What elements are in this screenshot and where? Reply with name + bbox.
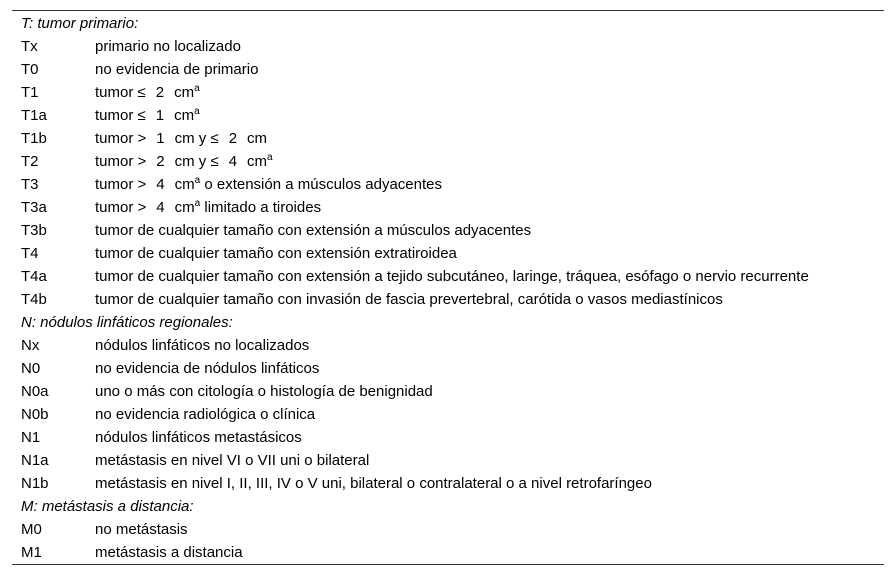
description-text: 1 bbox=[156, 130, 165, 147]
stage-code: T0 bbox=[21, 61, 39, 78]
stage-code: N1 bbox=[21, 429, 41, 446]
table-row bbox=[12, 403, 884, 426]
table-row bbox=[12, 81, 884, 104]
description-text: cm bbox=[174, 176, 195, 193]
description-text: cm bbox=[174, 107, 195, 124]
stage-code: M1 bbox=[21, 544, 42, 561]
table-row bbox=[12, 288, 884, 311]
description-text: 4 bbox=[156, 176, 165, 193]
description-text: cm y ≤ bbox=[174, 153, 219, 170]
table-row bbox=[12, 104, 884, 127]
table-row bbox=[12, 334, 884, 357]
table-row bbox=[12, 449, 884, 472]
stage-description bbox=[95, 58, 258, 81]
description-text: tumor > bbox=[95, 153, 147, 170]
table-row bbox=[12, 196, 884, 219]
table-row bbox=[12, 265, 884, 288]
table-row bbox=[12, 472, 884, 495]
stage-code: T3b bbox=[21, 222, 47, 239]
stage-code: T4 bbox=[21, 245, 39, 262]
table-row bbox=[12, 380, 884, 403]
stage-description bbox=[95, 518, 188, 541]
footnote-marker: a bbox=[194, 83, 200, 94]
description-text: 1 bbox=[155, 107, 165, 124]
stage-code: T1 bbox=[21, 84, 39, 101]
description-text: uno o más con citología o histología de benignidad bbox=[95, 383, 433, 400]
stage-code: Nx bbox=[21, 337, 40, 354]
description-text: o extensión a músculos adyacentes bbox=[200, 176, 442, 193]
stage-description bbox=[95, 357, 319, 380]
footnote-marker: a bbox=[194, 198, 201, 209]
description-text: metástasis a distancia bbox=[95, 544, 243, 561]
description-text: cm bbox=[247, 153, 268, 170]
table-row bbox=[12, 357, 884, 380]
description-text: limitado a tiroides bbox=[200, 199, 322, 216]
stage-code: T4b bbox=[21, 291, 47, 308]
description-text: tumor de cualquier tamaño con extensión extratiroidea bbox=[95, 245, 457, 262]
description-text: cm bbox=[247, 130, 268, 147]
description-text: 4 bbox=[228, 153, 238, 170]
description-text: 2 bbox=[155, 84, 165, 101]
description-text: tumor ≤ bbox=[95, 107, 146, 124]
stage-code: Tx bbox=[21, 38, 38, 55]
stage-description bbox=[95, 426, 302, 449]
table-row bbox=[12, 58, 884, 81]
description-text: no evidencia de nódulos linfáticos bbox=[95, 360, 320, 377]
stage-description bbox=[95, 35, 241, 58]
stage-code: T2 bbox=[21, 153, 39, 170]
table-row bbox=[12, 541, 884, 564]
stage-description bbox=[95, 196, 321, 219]
stage-code: N1a bbox=[21, 452, 49, 469]
table-row bbox=[12, 150, 884, 173]
stage-code: N0b bbox=[21, 406, 49, 423]
stage-description bbox=[95, 219, 531, 242]
section-title: T: tumor primario: bbox=[21, 15, 139, 32]
description-text: metástasis en nivel VI o VII uni o bilateral bbox=[95, 452, 370, 469]
stage-description bbox=[95, 150, 273, 173]
stage-description bbox=[95, 380, 433, 403]
section-title: N: nódulos linfáticos regionales: bbox=[21, 314, 233, 331]
stage-description bbox=[95, 104, 200, 127]
stage-code: N0a bbox=[21, 383, 49, 400]
description-text: tumor ≤ bbox=[95, 84, 146, 101]
table-row bbox=[12, 518, 884, 541]
description-text: tumor de cualquier tamaño con invasión de fascia prevertebral, carótida o vasos mediastínicos bbox=[95, 291, 723, 308]
table-row bbox=[12, 242, 884, 265]
footnote-marker: a bbox=[194, 175, 201, 186]
description-text: tumor > bbox=[95, 199, 147, 216]
description-text: cm y ≤ bbox=[174, 130, 219, 147]
table-row bbox=[12, 219, 884, 242]
stage-description bbox=[95, 265, 809, 288]
description-text: no evidencia de primario bbox=[95, 61, 259, 78]
table-row bbox=[12, 35, 884, 58]
stage-description bbox=[95, 242, 457, 265]
stage-description bbox=[95, 81, 200, 104]
section-heading bbox=[12, 311, 884, 334]
stage-description bbox=[95, 127, 267, 150]
stage-code: M0 bbox=[21, 521, 42, 538]
stage-code: N0 bbox=[21, 360, 41, 377]
table-row bbox=[12, 426, 884, 449]
stage-description bbox=[95, 449, 369, 472]
description-text: no evidencia radiológica o clínica bbox=[95, 406, 316, 423]
section-title: M: metástasis a distancia: bbox=[21, 498, 194, 515]
footnote-marker: a bbox=[267, 152, 273, 163]
description-text: cm bbox=[174, 84, 195, 101]
stage-code: T3a bbox=[21, 199, 47, 216]
description-text: tumor > bbox=[95, 176, 147, 193]
stage-code: T1a bbox=[21, 107, 47, 124]
description-text: 4 bbox=[156, 199, 165, 216]
table-row bbox=[12, 127, 884, 150]
stage-description bbox=[95, 541, 243, 564]
description-text: nódulos linfáticos metastásicos bbox=[95, 429, 302, 446]
tnm-classification-table bbox=[12, 10, 884, 565]
description-text: tumor de cualquier tamaño con extensión a músculos adyacentes bbox=[95, 222, 532, 239]
stage-description bbox=[95, 472, 652, 495]
description-text: nódulos linfáticos no localizados bbox=[95, 337, 310, 354]
description-text: tumor de cualquier tamaño con extensión a tejido subcutáneo, laringe, tráquea, esófago o nervio recurrente bbox=[95, 268, 809, 285]
stage-code: N1b bbox=[21, 475, 49, 492]
stage-code: T1b bbox=[21, 130, 47, 147]
section-heading bbox=[12, 495, 884, 518]
description-text: 2 bbox=[156, 153, 165, 170]
description-text: tumor > bbox=[95, 130, 147, 147]
stage-description bbox=[95, 173, 442, 196]
table-row bbox=[12, 173, 884, 196]
description-text: metástasis en nivel I, II, III, IV o V uni, bilateral o contralateral o a nivel retrofaríngeo bbox=[95, 475, 652, 492]
section-heading bbox=[12, 12, 884, 35]
stage-description bbox=[95, 334, 309, 357]
description-text: cm bbox=[174, 199, 195, 216]
description-text: primario no localizado bbox=[95, 38, 241, 55]
stage-code: T3 bbox=[21, 176, 39, 193]
description-text: no metástasis bbox=[95, 521, 188, 538]
stage-description bbox=[95, 288, 723, 311]
stage-code: T4a bbox=[21, 268, 47, 285]
description-text: 2 bbox=[228, 130, 238, 147]
stage-description bbox=[95, 403, 315, 426]
footnote-marker: a bbox=[194, 106, 200, 117]
